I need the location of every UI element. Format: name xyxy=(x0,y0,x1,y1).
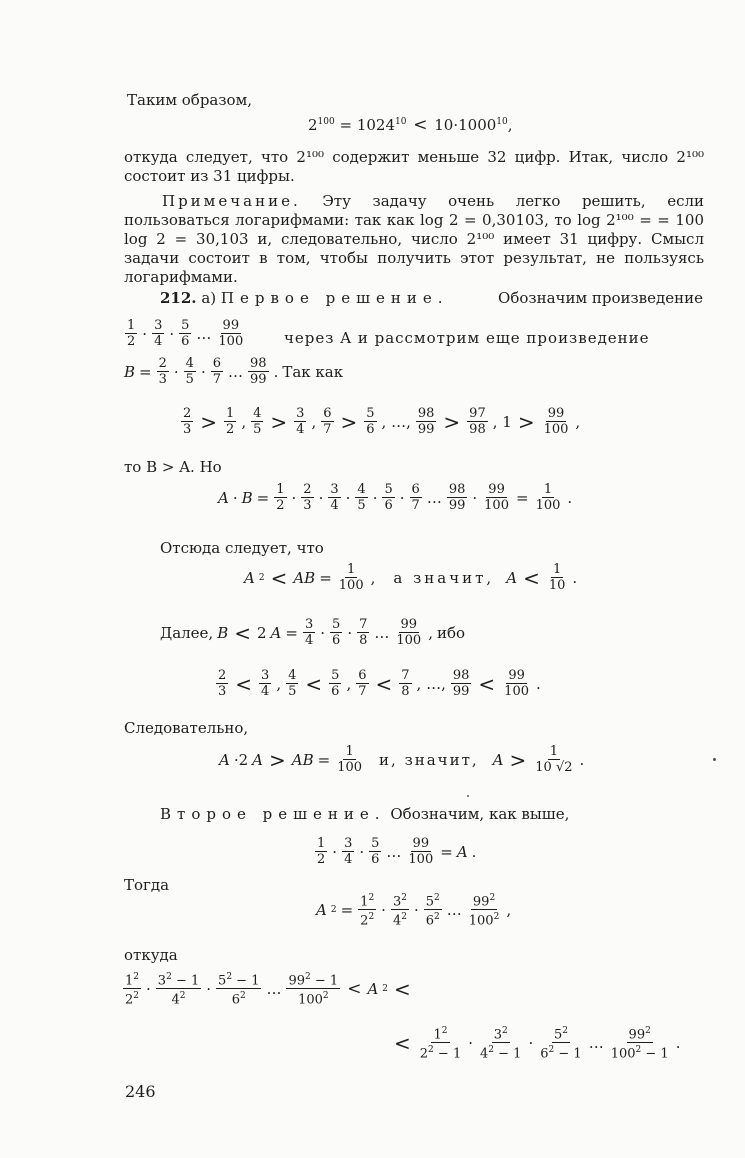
second-solution-heading: Второе решение. xyxy=(160,805,386,823)
product-A-line: $\frac{1}{2}$ · $\frac{3}{4}$ · $\frac{5}{6}$ … $\frac{99}{100}$ через A и рассмотрим еще произведение xyxy=(127,318,650,349)
through-A-text: через A и рассмотрим еще произведение xyxy=(284,329,650,347)
and-means2-text: и, значит, xyxy=(379,750,479,769)
A-squared-ineq: A 2 < AB = $\frac{1}{100}$ , а значит, A < $\frac{1}{10}$ . xyxy=(244,562,578,593)
problem-212-header xyxy=(160,289,703,308)
lower-bound-product: $\frac{1^2}{2^2}$ · $\frac{3^2 - 1}{4^2}$ · $\frac{5^2 - 1}{6^2}$ … $\frac{99^2 - 1}{100^2}$ < A 2 < xyxy=(125,972,411,1008)
denote-text: Обозначим произведение xyxy=(498,289,703,307)
product-B-line: B = $\frac{2}{3}$ · $\frac{4}{5}$ · $\frac{6}{7}$ … $\frac{98}{99}$ . Так как xyxy=(124,356,344,387)
denote-as-above-text: Обозначим, как выше, xyxy=(390,805,570,823)
product-A-def: $\frac{1}{2}$ · $\frac{3}{4}$ · $\frac{5}{6}$ … $\frac{99}{100}$ = A . xyxy=(317,836,477,867)
then-text: Тогда xyxy=(124,876,170,894)
inequality-2-100: $2^{100} = 1024^{10} < 10\cdot 1000^{10}$, xyxy=(308,115,513,135)
hence-that-text: Отсюда следует, что xyxy=(160,539,324,557)
fraction-comparisons-1: $\frac{2}{3}$ > $\frac{1}{2}$ , $\frac{4}{5}$ > $\frac{3}{4}$ , $\frac{6}{7}$ > $\frac{5}{6}$ , …, $\frac{98}{99}$ > $\frac{97}{98}$ , 1 > $\frac{99}{100}$ , xyxy=(183,406,581,437)
problem-number: 212. xyxy=(160,289,197,307)
part-a-label: а) xyxy=(201,289,217,307)
print-speck xyxy=(467,795,469,797)
second-solution-line xyxy=(160,805,569,824)
fraction-comparisons-2: $\frac{2}{3}$ < $\frac{3}{4}$ , $\frac{4}{5}$ < $\frac{5}{6}$ , $\frac{6}{7}$ < $\frac{7}{8}$ , …, $\frac{98}{99}$ < $\frac{99}{100}$ . xyxy=(218,668,541,699)
note-text: Эту задачу очень легко решить, если пользоваться логарифмами: так как log 2 = 0,30103, то log 2¹⁰⁰ = = 100 log 2 = 30,103 и, следовательно, число 2¹⁰⁰ имеет 31 цифру. Смысл задачи состоит в том, чтобы получить этот результат, не пользуясь логарифмами. xyxy=(124,192,704,286)
upper-bound-product: < $\frac{1^2}{2^2 - 1}$ · $\frac{3^2}{4^2 - 1}$ · $\frac{5^2}{6^2 - 1}$ … $\frac{99^2}{100^2 - 1}$ . xyxy=(394,1026,681,1062)
note-paragraph xyxy=(124,192,704,287)
further-text: Далее, xyxy=(160,623,214,642)
print-speck xyxy=(713,758,716,761)
consequently-text: Следовательно, xyxy=(124,719,249,737)
A-2A-ineq: A ·2 A > AB = $\frac{1}{100}$ и, значит, A > $\frac{1}{10 √2}$ . xyxy=(219,744,585,775)
page-number: 246 xyxy=(125,1082,156,1101)
A-squared-product: A 2 = $\frac{1^2}{2^2}$ · $\frac{3^2}{4^2}$ · $\frac{5^2}{6^2}$ … $\frac{99^2}{100^2}$ , xyxy=(316,893,512,929)
conclusion-paragraph: откуда следует, что 2¹⁰⁰ содержит меньше 32 цифр. Итак, число 2¹⁰⁰ состоит из 31 цифры. xyxy=(124,148,704,185)
intro-line: Таким образом, xyxy=(127,91,253,109)
so-as-text: Так как xyxy=(282,362,344,381)
whence-text: откуда xyxy=(124,946,178,964)
then-B-gt-A: то B > A. Но xyxy=(124,458,222,476)
and-means-text: а значит, xyxy=(393,568,495,587)
first-solution-heading: Первое решение. xyxy=(220,289,449,307)
further-line: Далее, B < 2 A = $\frac{3}{4}$ · $\frac{5}{6}$ · $\frac{7}{8}$ … $\frac{99}{100}$ , ибо xyxy=(160,617,466,648)
note-label: Примечание. xyxy=(162,192,301,210)
because-text: ибо xyxy=(436,623,466,642)
product-AB: A · B = $\frac{1}{2}$ · $\frac{2}{3}$ · $\frac{3}{4}$ · $\frac{4}{5}$ · $\frac{5}{6}$ · $\frac{6}{7}$ … $\frac{98}{99}$ · $\frac{99}{100}$ = $\frac{1}{100}$ . xyxy=(218,482,573,513)
